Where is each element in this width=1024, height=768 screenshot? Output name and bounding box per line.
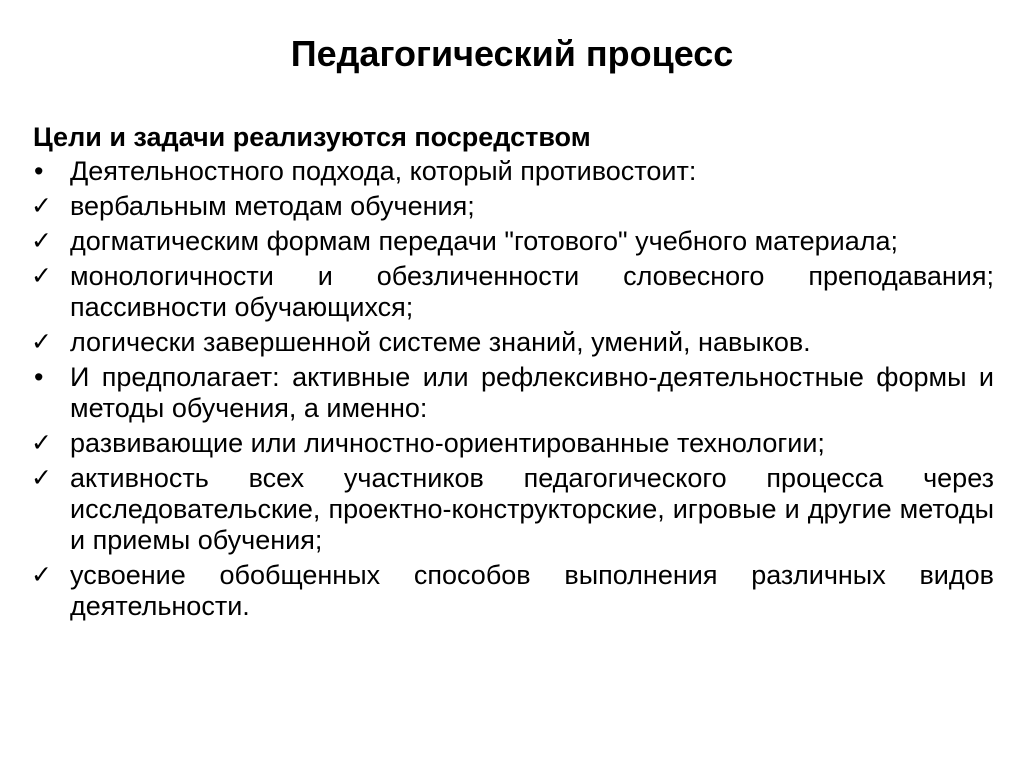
list-item-check [31, 261, 994, 323]
slide-subtitle: Цели и задачи реализуются посредством [33, 122, 591, 152]
bullet-icon: • [34, 156, 44, 186]
list-item-check [31, 560, 994, 622]
list-item-text: догматическим формам передачи "готового" учебного материала; [70, 226, 899, 256]
list-item-check [31, 428, 994, 459]
bullet-icon: • [34, 362, 44, 392]
checkmark-icon: ✓ [31, 464, 52, 492]
list-item-text: монологичности и обезличенности словесного преподавания; пассивности обучающихся; [70, 261, 994, 322]
list-item-text: И предполагает: активные или рефлексивно-деятельностные формы и методы обучения, а именно: [70, 362, 994, 423]
list-item-check [31, 463, 994, 556]
checkmark-icon: ✓ [31, 328, 52, 356]
checkmark-icon: ✓ [31, 561, 52, 589]
list-item-check [31, 327, 994, 358]
list-item-text: развивающие или личностно-ориентированные технологии; [70, 428, 825, 458]
list-item-bullet [31, 362, 994, 424]
list-item-text: активность всех участников педагогического процесса через исследовательские, проектно-конструкторские, игровые и другие методы и приемы обучения; [70, 463, 994, 555]
checkmark-icon: ✓ [31, 227, 52, 255]
list-item-text: Деятельностного подхода, который противостоит: [70, 156, 697, 186]
list-item-check [31, 191, 994, 222]
content-list [31, 156, 994, 626]
list-item-check [31, 226, 994, 257]
checkmark-icon: ✓ [31, 192, 52, 220]
checkmark-icon: ✓ [31, 262, 52, 290]
list-item-text: усвоение обобщенных способов выполнения различных видов деятельности. [70, 560, 994, 621]
list-item-bullet [31, 156, 994, 187]
slide-title: Педагогический процесс [290, 33, 734, 74]
list-item-text: логически завершенной системе знаний, умений, навыков. [70, 327, 811, 357]
list-item-text: вербальным методам обучения; [70, 191, 475, 221]
checkmark-icon: ✓ [31, 429, 52, 457]
